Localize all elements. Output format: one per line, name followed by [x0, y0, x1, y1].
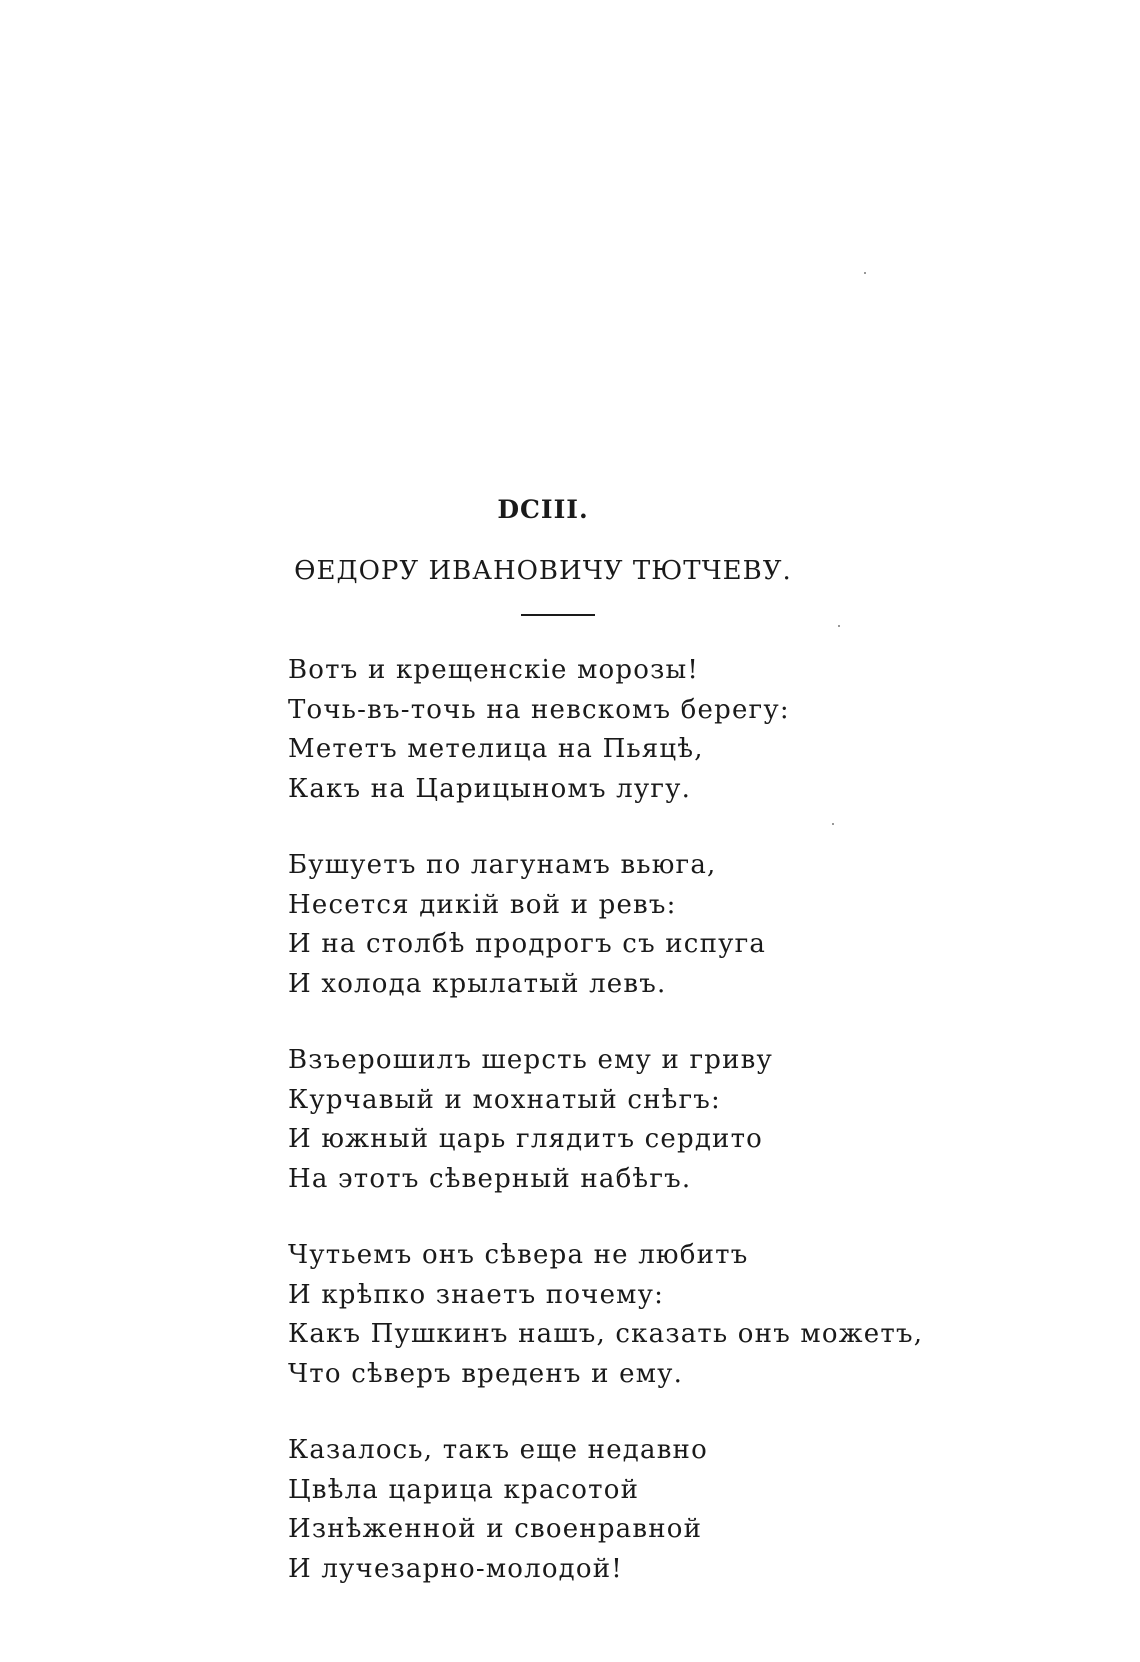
poem-line: На этотъ сѣверный набѣгъ.: [288, 1163, 692, 1194]
poem-line: Чутьемъ онъ сѣвера не любитъ: [288, 1240, 749, 1270]
stanza: [288, 1431, 1008, 1589]
poem-line: И южный царь глядитъ сердито: [288, 1124, 764, 1154]
poem-number: DCIII.: [497, 495, 589, 524]
poem-line: Взъерошилъ шерсть ему и гриву: [288, 1045, 774, 1075]
poem-line: Какъ Пушкинъ нашъ, сказать онъ можетъ,: [288, 1319, 924, 1349]
poem-line: Казалось, такъ еще недавно: [288, 1435, 708, 1465]
title-rule: [521, 614, 595, 616]
poem-line: Какъ на Царицыномъ лугу.: [288, 773, 692, 804]
poem-line: Что сѣверъ вреденъ и ему.: [288, 1358, 684, 1389]
poem-line: Курчавый и мохнатый снѣгъ:: [288, 1084, 722, 1115]
poem-line: И крѣпко знаетъ почему:: [288, 1279, 665, 1310]
poem-line: Вотъ и крещенскіе морозы!: [288, 655, 699, 685]
stanza: [288, 651, 1008, 809]
stanza: [288, 1236, 1008, 1394]
poem-line: Цвѣла царица красотой: [288, 1474, 640, 1505]
poem-line: И лучезарно-молодой!: [288, 1553, 623, 1584]
poem-line: Несется дикій вой и ревъ:: [288, 889, 677, 920]
poem-line: Бушуетъ по лагунамъ вьюга,: [288, 850, 717, 880]
poem-line: Мететъ метелица на Пьяцѣ,: [288, 734, 704, 764]
scan-speck: [864, 272, 866, 274]
poem-line: И на столбѣ продрогъ съ испуга: [288, 929, 767, 959]
stanza: [288, 846, 1008, 1004]
scan-speck: [832, 823, 834, 825]
poem-title: ӨЕДОРУ ИВАНОВИЧУ ТЮТЧЕВУ.: [294, 556, 792, 586]
poem-line: Точь-въ-точь на невскомъ берегу:: [288, 694, 790, 725]
poem-body: [288, 651, 1008, 1626]
poem-line: Изнѣженной и своенравной: [288, 1514, 703, 1544]
poem-line: И холода крылатый левъ.: [288, 968, 667, 999]
scan-speck: [838, 625, 840, 627]
stanza: [288, 1041, 1008, 1199]
